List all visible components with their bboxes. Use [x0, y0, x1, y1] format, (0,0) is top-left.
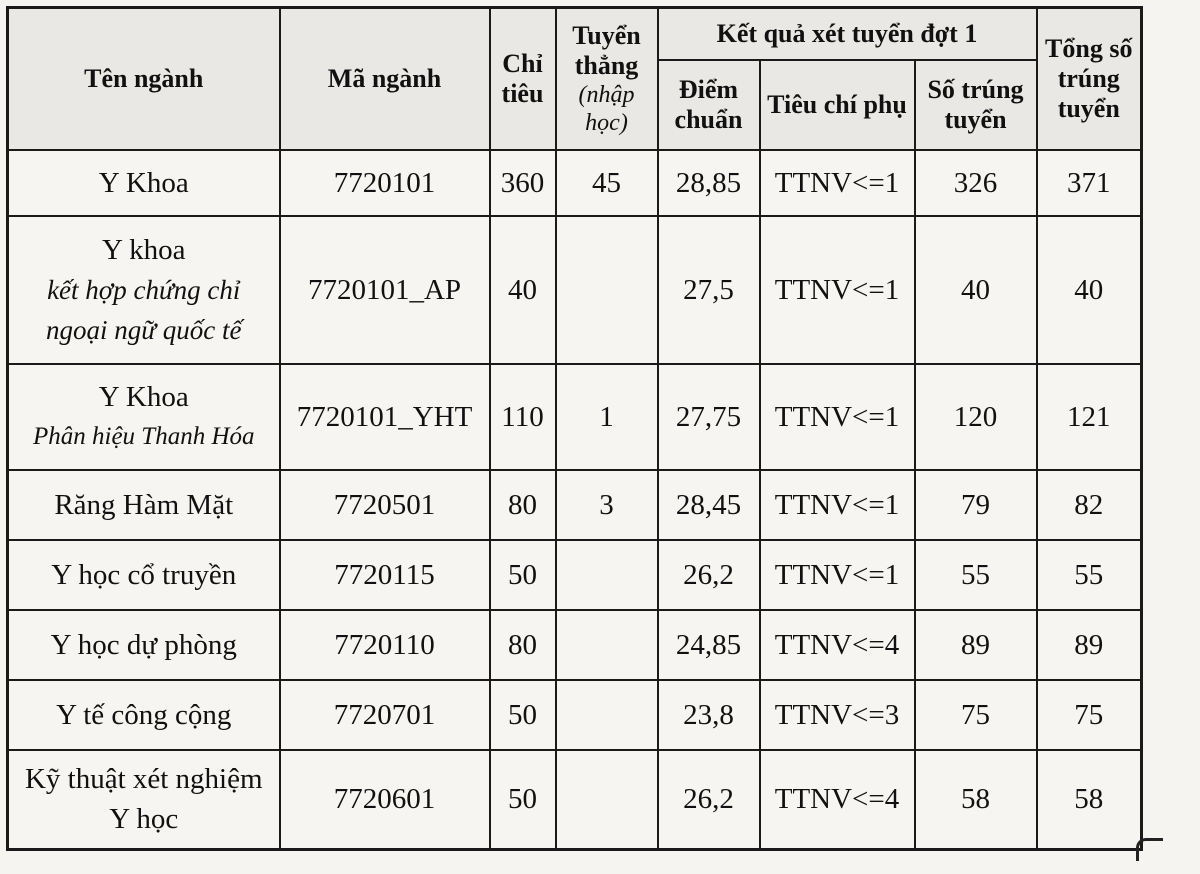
secondary-criteria-cell: TTNV<=1: [760, 470, 915, 540]
total-admitted-cell: 40: [1037, 216, 1142, 364]
major-code-cell: 7720701: [280, 680, 490, 750]
major-name-cell: [8, 364, 280, 470]
quota-cell: 50: [490, 540, 556, 610]
admitted-count-cell: 58: [915, 750, 1037, 850]
cutoff-score-cell: 26,2: [658, 750, 760, 850]
major-name-cell: [8, 680, 280, 750]
major-name-cell: [8, 216, 280, 364]
cutoff-score-cell: 28,85: [658, 150, 760, 216]
secondary-criteria-cell: TTNV<=1: [760, 540, 915, 610]
cutoff-score-cell: 26,2: [658, 540, 760, 610]
major-name: Y học cổ truyền: [51, 558, 237, 591]
header-tuyen-thang-label: Tuyển thẳng: [572, 20, 641, 80]
cutoff-score-cell: 23,8: [658, 680, 760, 750]
major-name: Y Khoa: [98, 166, 189, 199]
direct-admission-cell: [556, 750, 658, 850]
total-admitted-cell: 371: [1037, 150, 1142, 216]
header-tong-so-trung-tuyen: Tổng số trúng tuyển: [1037, 8, 1142, 150]
major-name: Y khoa: [102, 233, 186, 266]
major-name-cell: [8, 150, 280, 216]
major-name-cell: [8, 610, 280, 680]
header-chi-tieu: Chỉ tiêu: [490, 8, 556, 150]
major-name-cell: [8, 540, 280, 610]
admitted-count-cell: 120: [915, 364, 1037, 470]
quota-cell: 80: [490, 470, 556, 540]
direct-admission-cell: [556, 680, 658, 750]
quota-cell: 110: [490, 364, 556, 470]
major-name: Y tế công cộng: [56, 698, 232, 731]
major-name-note: kết hợp chứng chỉ: [47, 274, 241, 305]
major-name: Y học dự phòng: [50, 628, 237, 661]
direct-admission-cell: 3: [556, 470, 658, 540]
major-name-note: Phân hiệu Thanh Hóa: [32, 422, 255, 450]
quota-cell: 50: [490, 680, 556, 750]
major-name: Răng Hàm Mặt: [54, 488, 234, 521]
secondary-criteria-cell: TTNV<=3: [760, 680, 915, 750]
table-row: [8, 610, 1142, 680]
major-code-cell: 7720601: [280, 750, 490, 850]
table-body: [8, 150, 1142, 850]
admitted-count-cell: 89: [915, 610, 1037, 680]
admitted-count-cell: 79: [915, 470, 1037, 540]
total-admitted-cell: 82: [1037, 470, 1142, 540]
header-tuyen-thang-note: (nhập học): [578, 81, 635, 136]
table-row: [8, 364, 1142, 470]
header-ten-nganh: Tên ngành: [8, 8, 280, 150]
direct-admission-cell: [556, 540, 658, 610]
header-so-trung-tuyen: Số trúng tuyển: [915, 60, 1037, 150]
header-ket-qua-group: Kết quả xét tuyển đợt 1: [658, 8, 1037, 60]
major-code-cell: 7720101_AP: [280, 216, 490, 364]
major-code-cell: 7720101: [280, 150, 490, 216]
admission-results-table: [6, 6, 1143, 851]
total-admitted-cell: 121: [1037, 364, 1142, 470]
total-admitted-cell: 75: [1037, 680, 1142, 750]
admitted-count-cell: 326: [915, 150, 1037, 216]
major-code-cell: 7720501: [280, 470, 490, 540]
quota-cell: 50: [490, 750, 556, 850]
major-code-cell: 7720110: [280, 610, 490, 680]
table-row: [8, 470, 1142, 540]
cutoff-score-cell: 27,75: [658, 364, 760, 470]
quota-cell: 360: [490, 150, 556, 216]
cutoff-score-cell: 28,45: [658, 470, 760, 540]
secondary-criteria-cell: TTNV<=4: [760, 750, 915, 850]
table-row: [8, 750, 1142, 850]
secondary-criteria-cell: TTNV<=1: [760, 216, 915, 364]
major-name: Y Khoa: [98, 380, 189, 413]
header-ma-nganh: Mã ngành: [280, 8, 490, 150]
table-row: [8, 216, 1142, 364]
secondary-criteria-cell: TTNV<=1: [760, 150, 915, 216]
admitted-count-cell: 75: [915, 680, 1037, 750]
quota-cell: 80: [490, 610, 556, 680]
direct-admission-cell: 45: [556, 150, 658, 216]
header-tuyen-thang: [556, 8, 658, 150]
cutoff-score-cell: 27,5: [658, 216, 760, 364]
header-tieu-chi-phu: Tiêu chí phụ: [760, 60, 915, 150]
total-admitted-cell: 55: [1037, 540, 1142, 610]
major-name: Kỹ thuật xét nghiệm: [24, 763, 263, 796]
cutoff-score-cell: 24,85: [658, 610, 760, 680]
major-name-note: Y học: [109, 803, 179, 836]
quota-cell: 40: [490, 216, 556, 364]
table-row: [8, 540, 1142, 610]
direct-admission-cell: 1: [556, 364, 658, 470]
secondary-criteria-cell: TTNV<=4: [760, 610, 915, 680]
secondary-criteria-cell: TTNV<=1: [760, 364, 915, 470]
page-edge-mark: [1136, 838, 1163, 861]
total-admitted-cell: 89: [1037, 610, 1142, 680]
direct-admission-cell: [556, 216, 658, 364]
table-row: [8, 150, 1142, 216]
major-name-cell: [8, 750, 280, 850]
total-admitted-cell: 58: [1037, 750, 1142, 850]
admitted-count-cell: 55: [915, 540, 1037, 610]
major-name-note: ngoại ngữ quốc tế: [46, 314, 242, 345]
direct-admission-cell: [556, 610, 658, 680]
major-code-cell: 7720101_YHT: [280, 364, 490, 470]
table-row: [8, 680, 1142, 750]
major-code-cell: 7720115: [280, 540, 490, 610]
admitted-count-cell: 40: [915, 216, 1037, 364]
header-diem-chuan: Điểm chuẩn: [658, 60, 760, 150]
major-name-cell: [8, 470, 280, 540]
